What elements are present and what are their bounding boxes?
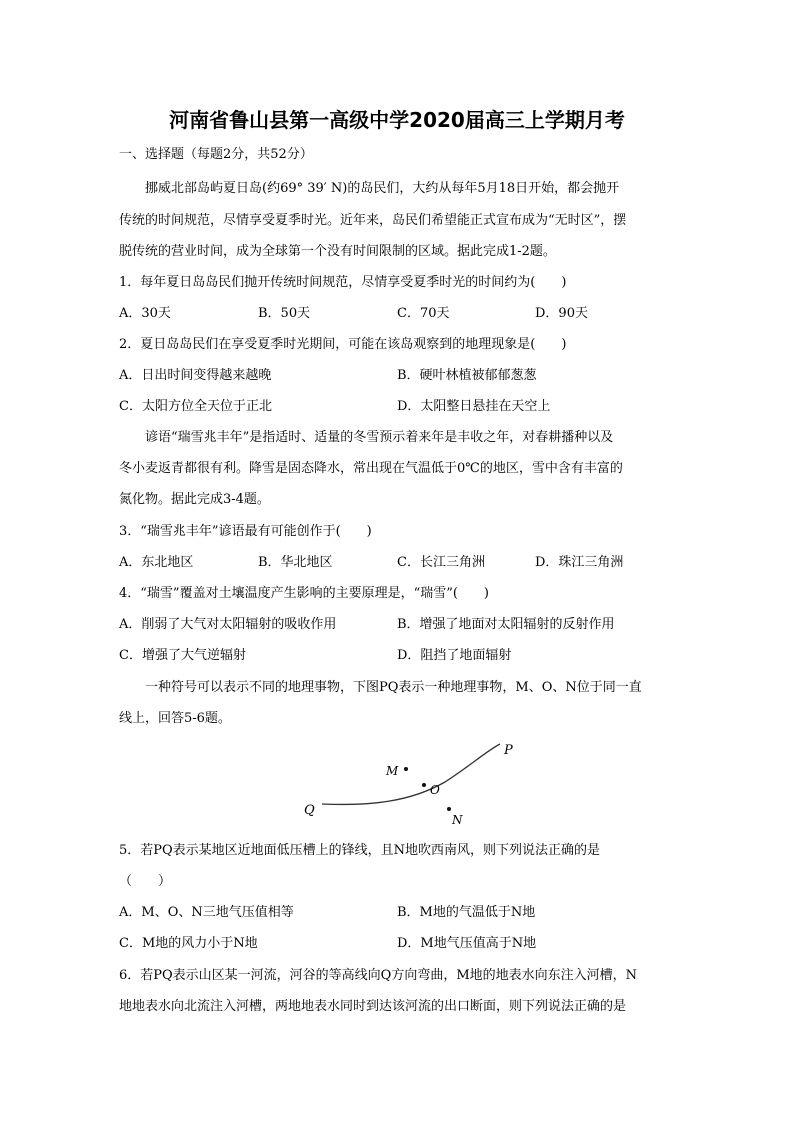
page-title: 河南省鲁山县第一高级中学2020届高三上学期月考 — [169, 108, 625, 132]
q4-option-c: C．增强了大气逆辐射 — [119, 648, 246, 663]
q4-stem: 4．“瑞雪”覆盖对土壤温度产生影响的主要原理是，“瑞雪”( ) — [119, 586, 489, 601]
q2-option-d: D．太阳整日悬挂在天空上 — [397, 399, 551, 414]
q5-stem: 5．若PQ表示某地区近地面低压槽上的锋线，且N地吹西南风，则下列说法正确的是 — [119, 843, 601, 858]
point-m — [404, 767, 408, 771]
q1-option-d: D．90天 — [535, 306, 588, 321]
q4-option-b: B．增强了地面对太阳辐射的反射作用 — [397, 617, 615, 632]
section-heading: 一、选择题（每题2分，共52分） — [119, 147, 313, 162]
q3-option-d: D．珠江三角洲 — [535, 555, 624, 570]
passage3-line2: 线上，回答5-6题。 — [119, 711, 231, 726]
point-n — [447, 807, 451, 811]
point-o — [422, 783, 426, 787]
q5-stem-cont: （ ） — [119, 874, 172, 889]
pq-figure — [300, 732, 530, 832]
q5-option-d: D．M地气压值高于N地 — [397, 936, 537, 951]
q1-option-b: B．50天 — [258, 306, 311, 321]
q1-option-a: A．30天 — [119, 306, 171, 321]
label-q: Q — [304, 803, 315, 818]
q3-stem: 3．“瑞雪兆丰年”谚语最有可能创作于( ) — [119, 524, 372, 539]
label-m: M — [386, 764, 399, 778]
q3-option-c: C．长江三角洲 — [397, 555, 485, 570]
q1-stem: 1．每年夏日岛岛民们抛开传统时间规范，尽情享受夏季时光的时间约为( ) — [119, 275, 567, 290]
q4-option-a: A．削弱了大气对太阳辐射的吸收作用 — [119, 617, 337, 632]
q2-option-a: A．日出时间变得越来越晚 — [119, 368, 272, 383]
q4-option-d: D．阻挡了地面辐射 — [397, 648, 512, 663]
q6-stem-cont: 地地表水向北流注入河槽，两地地表水同时到达该河流的出口断面，则下列说法正确的是 — [119, 999, 627, 1014]
passage1-line2: 传统的时间规范，尽情享受夏季时光。近年来，岛民们希望能正式宣布成为“无时区”，摆 — [119, 213, 627, 228]
passage2-line3: 氮化物。据此完成3-4题。 — [119, 492, 270, 507]
q2-option-c: C．太阳方位全天位于正北 — [119, 399, 272, 414]
passage1-line3: 脱传统的营业时间，成为全球第一个没有时间限制的区域。据此完成1-2题。 — [119, 244, 556, 259]
label-o: O — [430, 783, 440, 797]
passage2-line1: 谚语“瑞雪兆丰年”是指适时、适量的冬雪预示着来年是丰收之年，对春耕播种以及 — [145, 430, 614, 445]
q5-option-c: C．M地的风力小于N地 — [119, 936, 258, 951]
q3-option-b: B．华北地区 — [258, 555, 333, 570]
passage2-line2: 冬小麦返青都很有利。降雪是固态降水，常出现在气温低于0℃的地区，雪中含有丰富的 — [119, 461, 623, 476]
q2-stem: 2．夏日岛岛民们在享受夏季时光期间，可能在该岛观察到的地理现象是( ) — [119, 337, 567, 352]
q1-option-c: C．70天 — [397, 306, 450, 321]
label-n: N — [452, 813, 463, 827]
q6-stem: 6．若PQ表示山区某一河流，河谷的等高线向Q方向弯曲，M地的地表水向东注入河槽，N — [119, 968, 638, 983]
q2-option-b: B．硬叶林植被郁郁葱葱 — [397, 368, 537, 383]
q5-option-a: A．M、O、N三地气压值相等 — [119, 905, 294, 920]
label-p: P — [504, 743, 513, 758]
q3-option-a: A．东北地区 — [119, 555, 194, 570]
pq-curve — [322, 744, 500, 804]
passage3-line1: 一种符号可以表示不同的地理事物，下图PQ表示一种地理事物，M、O、N位于同一直 — [145, 680, 642, 695]
q5-option-b: B．M地的气温低于N地 — [397, 905, 536, 920]
passage1-line1: 挪威北部岛屿夏日岛(约69° 39′ N)的岛民们，大约从每年5月18日开始，都会抛开 — [145, 181, 620, 196]
